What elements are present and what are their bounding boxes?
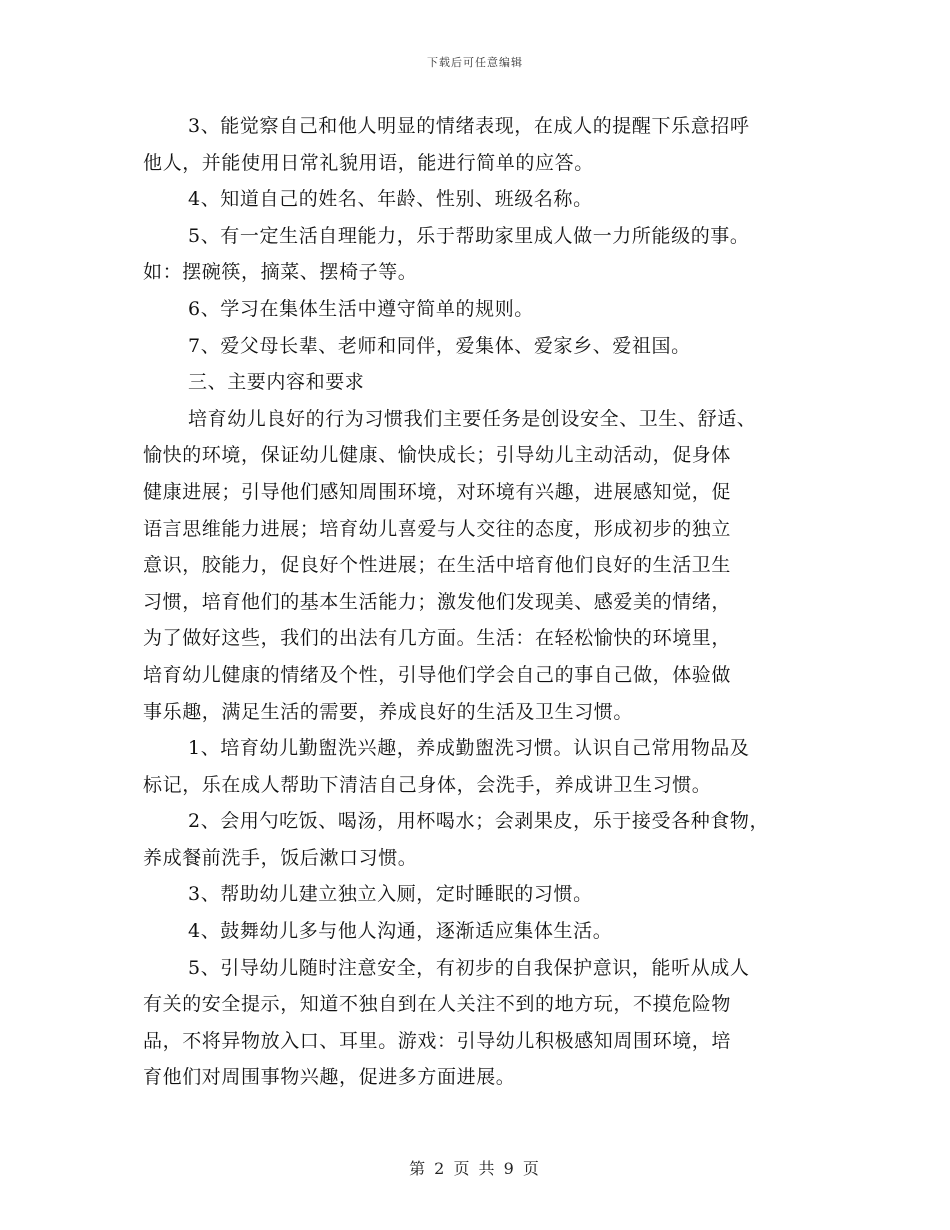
text-line: 如：摆碗筷，摘菜、摆椅子等。	[143, 261, 418, 284]
text-line: 6、学习在集体生活中遵守简单的规则。	[188, 297, 534, 320]
text-line: 4、知道自己的姓名、年龄、性别、班级名称。	[188, 188, 593, 211]
text-line: 5、引导幼儿随时注意安全，有初步的自我保护意识，能听从成人	[188, 956, 750, 979]
text-line: 4、鼓舞幼儿多与他人沟通，逐渐适应集体生活。	[188, 920, 613, 943]
text-line: 5、有一定生活自理能力，乐于帮助家里成人做一力所能级的事。	[188, 224, 750, 247]
text-line: 意识，胶能力，促良好个性进展；在生活中培育他们良好的生活卫生	[143, 554, 732, 577]
document-body	[143, 108, 813, 1096]
text-line: 品，不将异物放入口、耳里。游戏：引导幼儿积极感知周围环境，培	[143, 1029, 732, 1052]
text-line: 育他们对周围事物兴趣，促进多方面进展。	[143, 1066, 516, 1089]
text-line: 养成餐前洗手，饭后漱口习惯。	[143, 846, 418, 869]
text-line: 7、爱父母长辈、老师和同伴，爱集体、爱家乡、爱祖国。	[188, 334, 691, 357]
text-line: 事乐趣，满足生活的需要，养成良好的生活及卫生习惯。	[143, 700, 634, 723]
section-heading: 三、主要内容和要求	[188, 371, 365, 394]
text-line: 培育幼儿良好的行为习惯我们主要任务是创设安全、卫生、舒适、	[188, 407, 757, 430]
text-line: 愉快的环境，保证幼儿健康、愉快成长；引导幼儿主动活动，促身体	[143, 444, 732, 467]
text-line: 习惯，培育他们的基本生活能力；激发他们发现美、感爱美的情绪，	[143, 590, 732, 613]
text-line: 2、会用勺吃饭、喝汤，用杯喝水；会剥果皮，乐于接受各种食物，	[188, 810, 770, 833]
text-line: 他人，并能使用日常礼貌用语，能进行简单的应答。	[143, 151, 594, 174]
text-line: 为了做好这些，我们的出法有几方面。生活：在轻松愉快的环境里，	[143, 627, 732, 650]
text-line: 标记，乐在成人帮助下清洁自己身体，会洗手，养成讲卫生习惯。	[143, 773, 712, 796]
text-line: 健康进展；引导他们感知周围环境，对环境有兴趣，进展感知觉，促	[143, 480, 732, 503]
text-line: 1、培育幼儿勤盥洗兴趣，养成勤盥洗习惯。认识自己常用物品及	[188, 737, 750, 760]
text-line: 3、帮助幼儿建立独立入厕，定时睡眠的习惯。	[188, 883, 593, 906]
page-header: 下载后可任意编辑	[427, 56, 523, 69]
text-line: 语言思维能力进展；培育幼儿喜爱与人交往的态度，形成初步的独立	[143, 517, 732, 540]
text-line: 3、能觉察自己和他人明显的情绪表现，在成人的提醒下乐意招呼	[188, 115, 750, 137]
text-line: 培育幼儿健康的情绪及个性，引导他们学会自己的事自己做，体验做	[143, 663, 732, 686]
text-line: 有关的安全提示，知道不独自到在人关注不到的地方玩，不摸危险物	[143, 993, 732, 1016]
page-number: 第 2 页 共 9 页	[409, 1159, 541, 1178]
